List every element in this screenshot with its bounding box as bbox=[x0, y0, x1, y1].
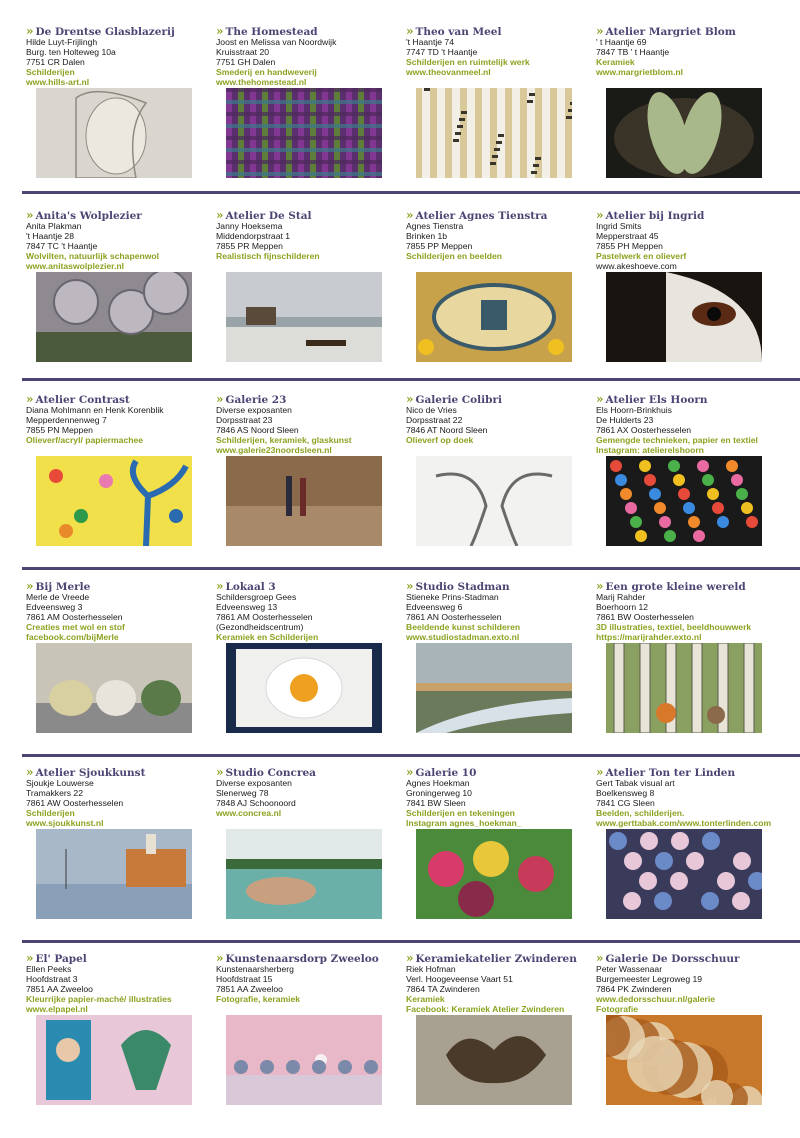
discipline-text: Beelden, schilderijen. bbox=[596, 808, 685, 818]
entry-title bbox=[596, 765, 778, 779]
address-line: 7846 AS Noord Sleen bbox=[216, 425, 299, 435]
atelier-name: Kunstenaarsdorp Zweeloo bbox=[225, 953, 379, 965]
artwork-image bbox=[416, 272, 572, 362]
artwork-image bbox=[606, 88, 762, 178]
address-line: 't Haantje 28 bbox=[26, 231, 74, 241]
address-line: Agnes Hoekman bbox=[406, 779, 470, 788]
row-divider bbox=[22, 567, 800, 570]
chevron-right-icon: » bbox=[26, 579, 31, 593]
address-line: Mepperstraat 45 bbox=[596, 231, 659, 241]
discipline-text: Schilderijen en ruimtelijk werk bbox=[406, 57, 530, 67]
entry-title bbox=[406, 208, 588, 222]
atelier-entry bbox=[26, 392, 208, 578]
address-line: (Gezondheidscentrum) bbox=[216, 622, 304, 632]
artwork-image bbox=[606, 456, 762, 546]
discipline-text: Schilderijen, keramiek, glaskunst bbox=[216, 435, 352, 445]
atelier-name: Galerie 10 bbox=[415, 767, 477, 779]
discipline-text: Keramiek en Schilderijen bbox=[216, 632, 319, 642]
address-line: Stieneke Prins-Stadman bbox=[406, 593, 499, 602]
chevron-right-icon: » bbox=[26, 208, 31, 222]
directory-row bbox=[0, 24, 800, 210]
entry-title bbox=[26, 208, 208, 222]
address-line: 7861 BW Oosterhesselen bbox=[596, 612, 694, 622]
artwork-image bbox=[36, 88, 192, 178]
atelier-entry bbox=[216, 24, 398, 210]
artwork-image bbox=[416, 643, 572, 733]
fried-egg-painting-image bbox=[226, 643, 382, 733]
row-divider bbox=[22, 378, 800, 381]
address-line: Marij Rahder bbox=[596, 593, 646, 602]
artwork-image bbox=[416, 829, 572, 919]
chevron-right-icon: » bbox=[596, 392, 601, 406]
address-line: 7861 AX Oosterhesselen bbox=[596, 425, 692, 435]
chevron-right-icon: » bbox=[216, 579, 221, 593]
artwork-image bbox=[36, 272, 192, 362]
colorful-tree-image bbox=[36, 456, 192, 546]
entry-title bbox=[406, 951, 588, 965]
horse-eye-image bbox=[606, 272, 762, 362]
artwork-image bbox=[226, 456, 382, 546]
address-line: 7855 PP Meppen bbox=[406, 241, 473, 251]
entry-title bbox=[216, 951, 398, 965]
artwork-image bbox=[36, 1015, 192, 1105]
website-link[interactable]: facebook.com/bijMerle bbox=[26, 632, 119, 642]
address-line: 7861 AW Oosterhesselen bbox=[26, 798, 124, 808]
discipline-text: Keramiek bbox=[406, 994, 445, 1004]
chevron-right-icon: » bbox=[596, 951, 601, 965]
address-line: Verl. Hoogeveense Vaart 51 bbox=[406, 974, 513, 984]
artwork-image bbox=[36, 829, 192, 919]
address-line: 7851 AA Zweeloo bbox=[216, 984, 283, 994]
atelier-entry bbox=[406, 765, 588, 951]
entry-title bbox=[406, 765, 588, 779]
chevron-right-icon: » bbox=[26, 24, 31, 38]
two-horses-image bbox=[416, 456, 572, 546]
entry-title bbox=[406, 579, 588, 593]
discipline-text: Schilderijen bbox=[26, 808, 75, 818]
chevron-right-icon: » bbox=[406, 765, 411, 779]
address-line: Schildersgroep Gees bbox=[216, 593, 297, 602]
address-line: Dorpsstraat 22 bbox=[406, 415, 463, 425]
atelier-name: Galerie Colibri bbox=[415, 394, 502, 406]
atelier-entry bbox=[216, 208, 398, 394]
atelier-entry bbox=[26, 24, 208, 210]
website-link[interactable]: www.concrea.nl bbox=[216, 808, 282, 818]
tulips-painting-image bbox=[416, 829, 572, 919]
address-line: Tramakkers 22 bbox=[26, 788, 83, 798]
address-line: Merle de Vreede bbox=[26, 593, 90, 602]
address-line: Burg. ten Holteweg 10a bbox=[26, 47, 116, 57]
address-line: 7861 AN Oosterhesselen bbox=[406, 612, 502, 622]
atelier-entry bbox=[26, 208, 208, 394]
discipline-text: Gemengde technieken, papier en textiel bbox=[596, 435, 758, 445]
atelier-entry bbox=[216, 392, 398, 578]
entry-title bbox=[596, 24, 778, 38]
chevron-right-icon: » bbox=[596, 579, 601, 593]
entry-title bbox=[26, 579, 208, 593]
address-line: Peter Wassenaar bbox=[596, 965, 663, 974]
address-line: 7847 TC 't Haantje bbox=[26, 241, 98, 251]
discipline-text: Fotografie, keramiek bbox=[216, 994, 301, 1004]
atelier-name: Atelier Agnes Tienstra bbox=[415, 210, 548, 222]
website-link[interactable]: www.studiostadman.exto.nl bbox=[406, 632, 520, 642]
atelier-entry bbox=[216, 951, 398, 1137]
entry-title bbox=[216, 24, 398, 38]
discipline-text: Beeldende kunst schilderen bbox=[406, 622, 521, 632]
entry-title bbox=[216, 579, 398, 593]
ceramic-bowl-image bbox=[416, 1015, 572, 1105]
artwork-image bbox=[36, 643, 192, 733]
address-line: Boelkensweg 8 bbox=[596, 788, 655, 798]
atelier-name: Atelier Contrast bbox=[35, 394, 130, 406]
directory-row bbox=[0, 208, 800, 394]
atelier-name: Galerie De Dorsschuur bbox=[605, 953, 740, 965]
chevron-right-icon: » bbox=[26, 951, 31, 965]
address-line: 7864 TA Zwinderen bbox=[406, 984, 480, 994]
harbour-painting-image bbox=[36, 829, 192, 919]
discipline-text: Wolvilten, natuurlijk schapenwol bbox=[26, 251, 160, 261]
address-line: 7847 TB ' t Haantje bbox=[596, 47, 670, 57]
atelier-entry bbox=[596, 951, 778, 1137]
atelier-entry bbox=[26, 765, 208, 951]
flower-bouquet-image bbox=[606, 829, 762, 919]
forest-illustration-image bbox=[606, 643, 762, 733]
directory-row bbox=[0, 765, 800, 951]
atelier-name: Bij Merle bbox=[35, 581, 91, 593]
atelier-name: Atelier Margriet Blom bbox=[605, 26, 736, 38]
address-line: Edveensweg 6 bbox=[406, 602, 463, 612]
website-link[interactable]: www.akeshoeve.com bbox=[596, 261, 677, 271]
discipline-text: Kleurrijke papier-maché/ illustraties bbox=[26, 994, 172, 1004]
row-divider bbox=[22, 754, 800, 757]
atelier-entry bbox=[406, 579, 588, 765]
atelier-name: The Homestead bbox=[225, 26, 318, 38]
website-link[interactable]: Facebook: Keramiek Atelier Zwinderen bbox=[406, 1004, 565, 1014]
entry-title bbox=[216, 208, 398, 222]
lake-boulder-image bbox=[226, 829, 382, 919]
website-link[interactable]: www.anitaswolplezier.nl bbox=[26, 261, 125, 271]
website-link[interactable]: www.sjoukkunst.nl bbox=[26, 818, 104, 828]
address-line: Edveensweg 3 bbox=[26, 602, 83, 612]
address-line: Diverse exposanten bbox=[216, 406, 292, 415]
address-line: 7848 AJ Schoonoord bbox=[216, 798, 296, 808]
address-line: 7751 CR Dalen bbox=[26, 57, 85, 67]
papier-mache-image bbox=[36, 1015, 192, 1105]
address-line: 7751 GH Dalen bbox=[216, 57, 276, 67]
atelier-name: Theo van Meel bbox=[415, 26, 502, 38]
artwork-image bbox=[606, 272, 762, 362]
chevron-right-icon: » bbox=[216, 208, 221, 222]
address-line: Edveensweg 13 bbox=[216, 602, 278, 612]
atelier-name: Studio Stadman bbox=[415, 581, 510, 593]
atelier-entry bbox=[216, 765, 398, 951]
artwork-image bbox=[606, 829, 762, 919]
atelier-name: De Drentse Glasblazerij bbox=[35, 26, 175, 38]
ceramic-pods-image bbox=[606, 88, 762, 178]
address-line: Agnes Tienstra bbox=[406, 222, 464, 231]
address-line: Gert Tabak visual art bbox=[596, 779, 675, 788]
artwork-image bbox=[416, 1015, 572, 1105]
address-line: 7864 PK Zwinderen bbox=[596, 984, 672, 994]
discipline-text: Olieverf op doek bbox=[406, 435, 474, 445]
chevron-right-icon: » bbox=[406, 208, 411, 222]
address-line: Nico de Vries bbox=[406, 406, 457, 415]
chevron-right-icon: » bbox=[26, 392, 31, 406]
website-link[interactable]: www.hills-art.nl bbox=[26, 77, 90, 87]
directory-row bbox=[0, 579, 800, 765]
atelier-name: Atelier Els Hoorn bbox=[605, 394, 708, 406]
address-line: Groningerweg 10 bbox=[406, 788, 472, 798]
chevron-right-icon: » bbox=[406, 951, 411, 965]
address-line: Ellen Peeks bbox=[26, 965, 72, 974]
website-link[interactable]: www.elpapel.nl bbox=[26, 1004, 88, 1014]
address-line: Janny Hoeksema bbox=[216, 222, 283, 231]
entry-title bbox=[216, 765, 398, 779]
atelier-name: Lokaal 3 bbox=[225, 581, 276, 593]
website-link[interactable]: Instagram: atelierelshoorn bbox=[596, 445, 704, 455]
chevron-right-icon: » bbox=[596, 24, 601, 38]
address-line: Middendorpstraat 1 bbox=[216, 231, 291, 241]
chevron-right-icon: » bbox=[596, 208, 601, 222]
entry-title bbox=[26, 24, 208, 38]
atelier-entry bbox=[26, 579, 208, 765]
address-line: Dorpsstraat 23 bbox=[216, 415, 273, 425]
atelier-entry bbox=[406, 951, 588, 1137]
atelier-name: Atelier De Stal bbox=[225, 210, 312, 222]
address-line: 7747 TD 't Haantje bbox=[406, 47, 478, 57]
address-line: 7841 CG Sleen bbox=[596, 798, 655, 808]
address-line: De Hulderts 23 bbox=[596, 415, 654, 425]
artwork-image bbox=[226, 1015, 382, 1105]
discipline-text: Olieverf/acryl/ papiermachee bbox=[26, 435, 144, 445]
directory-row bbox=[0, 951, 800, 1137]
felt-animals-image bbox=[36, 643, 192, 733]
entry-title bbox=[406, 24, 588, 38]
chevron-right-icon: » bbox=[216, 392, 221, 406]
address-line: 7855 PN Meppen bbox=[26, 425, 93, 435]
address-line: Boerhoorn 12 bbox=[596, 602, 649, 612]
chevron-right-icon: » bbox=[596, 765, 601, 779]
address-line: Riek Hofman bbox=[406, 965, 456, 974]
atelier-name: Atelier Sjoukkunst bbox=[35, 767, 146, 779]
address-line: Kunstenaarsherberg bbox=[216, 965, 294, 974]
atelier-entry bbox=[596, 208, 778, 394]
address-line: 7851 AA Zweeloo bbox=[26, 984, 93, 994]
atelier-entry bbox=[596, 392, 778, 578]
artwork-image bbox=[416, 88, 572, 178]
address-line: Hoofdstraat 15 bbox=[216, 974, 273, 984]
river-landscape-image bbox=[416, 643, 572, 733]
rust-texture-image bbox=[606, 1015, 762, 1105]
address-line: ' t Haantje 69 bbox=[596, 38, 647, 47]
entry-title bbox=[406, 392, 588, 406]
discipline-text: Creaties met wol en stof bbox=[26, 622, 125, 632]
website-link[interactable]: www.margrietblom.nl bbox=[596, 67, 684, 77]
address-line: 7855 PH Meppen bbox=[596, 241, 663, 251]
address-line: Sjoukje Louwerse bbox=[26, 779, 94, 788]
discipline-text: Fotografie bbox=[596, 1004, 639, 1014]
address-line: Joost en Melissa van Noordwijk bbox=[216, 38, 337, 47]
address-line: 7846 AT Noord Sleen bbox=[406, 425, 488, 435]
atelier-entry bbox=[596, 765, 778, 951]
website-link[interactable]: www.thehomestead.nl bbox=[216, 77, 307, 87]
discipline-text: Schilderijen bbox=[26, 67, 75, 77]
website-link[interactable]: www.dedorsschuur.nl/galerie bbox=[596, 994, 716, 1004]
discipline-text: Keramiek bbox=[596, 57, 635, 67]
entry-title bbox=[26, 951, 208, 965]
address-line: Diana Mohlmann en Henk Korenblik bbox=[26, 406, 164, 415]
artwork-image bbox=[606, 643, 762, 733]
website-link[interactable]: www.galerie23noordsleen.nl bbox=[216, 445, 332, 455]
atelier-entry bbox=[406, 24, 588, 210]
figures-painting-image bbox=[226, 456, 382, 546]
entry-title bbox=[26, 765, 208, 779]
address-line: Kruisstraat 20 bbox=[216, 47, 270, 57]
address-line: Anita Plakman bbox=[26, 222, 82, 231]
atelier-name: Een grote kleine wereld bbox=[605, 581, 746, 593]
artwork-image bbox=[226, 643, 382, 733]
bead-necklace-image bbox=[606, 456, 762, 546]
website-link[interactable]: www.theovanmeel.nl bbox=[406, 67, 491, 77]
discipline-text: 3D illustraties, textiel, beeldhouwwerk bbox=[596, 622, 752, 632]
entry-title bbox=[596, 951, 778, 965]
portrait-drawing-image bbox=[36, 88, 192, 178]
address-line: 7841 BW Sleen bbox=[406, 798, 466, 808]
discipline-text: Schilderijen en tekeningen bbox=[406, 808, 515, 818]
artwork-image bbox=[36, 456, 192, 546]
entry-title bbox=[596, 392, 778, 406]
atelier-entry bbox=[216, 579, 398, 765]
chevron-right-icon: » bbox=[216, 24, 221, 38]
address-line: 7861 AM Oosterhesselen bbox=[216, 612, 313, 622]
address-line: Mepperdennenweg 7 bbox=[26, 415, 107, 425]
discipline-text: Realistisch fijnschilderen bbox=[216, 251, 320, 261]
artwork-image bbox=[226, 272, 382, 362]
chevron-right-icon: » bbox=[26, 765, 31, 779]
atelier-name: Atelier bij Ingrid bbox=[605, 210, 705, 222]
row-divider bbox=[22, 940, 800, 943]
address-line: Burgemeester Legroweg 19 bbox=[596, 974, 703, 984]
directory-row bbox=[0, 392, 800, 578]
atelier-name: El' Papel bbox=[35, 953, 87, 965]
entry-title bbox=[216, 392, 398, 406]
address-line: Brinken 1b bbox=[406, 231, 448, 241]
artwork-image bbox=[416, 456, 572, 546]
entry-title bbox=[596, 579, 778, 593]
address-line: Els Hoorn-Brinkhuis bbox=[596, 406, 672, 415]
woven-textile-image bbox=[226, 88, 382, 178]
address-line: Ingrid Smits bbox=[596, 222, 642, 231]
winter-landscape-image bbox=[226, 272, 382, 362]
chevron-right-icon: » bbox=[406, 579, 411, 593]
atelier-name: Galerie 23 bbox=[225, 394, 287, 406]
atelier-entry bbox=[596, 24, 778, 210]
felt-flowers-image bbox=[36, 272, 192, 362]
discipline-text: Pastelwerk en olieverf bbox=[596, 251, 687, 261]
board-game-painting-image bbox=[416, 272, 572, 362]
address-line: 7855 PR Meppen bbox=[216, 241, 283, 251]
row-divider bbox=[22, 191, 800, 194]
address-line: 't Haantje 74 bbox=[406, 38, 454, 47]
website-link[interactable]: Instagram agnes_hoekman_ bbox=[406, 818, 522, 828]
discipline-text: Schilderijen en beelden bbox=[406, 251, 502, 261]
discipline-text: Smederij en handweverij bbox=[216, 67, 317, 77]
chevron-right-icon: » bbox=[406, 24, 411, 38]
entry-title bbox=[596, 208, 778, 222]
chevron-right-icon: » bbox=[216, 765, 221, 779]
atelier-name: Keramiekatelier Zwinderen bbox=[415, 953, 577, 965]
address-line: Hoofdstraat 3 bbox=[26, 974, 78, 984]
website-link[interactable]: https://marijrahder.exto.nl bbox=[596, 632, 702, 642]
atelier-entry bbox=[406, 392, 588, 578]
atelier-entry bbox=[596, 579, 778, 765]
birch-trees-image bbox=[416, 88, 572, 178]
address-line: Hilde Luyt-Frijlingh bbox=[26, 38, 98, 47]
entry-title bbox=[26, 392, 208, 406]
address-line: Diverse exposanten bbox=[216, 779, 292, 788]
atelier-name: Studio Concrea bbox=[225, 767, 316, 779]
atelier-entry bbox=[26, 951, 208, 1137]
chevron-right-icon: » bbox=[406, 392, 411, 406]
website-link[interactable]: www.gerttabak.com/www.tonterlinden.com bbox=[596, 818, 772, 828]
address-line: 7861 AM Oosterhesselen bbox=[26, 612, 123, 622]
atelier-name: Anita's Wolplezier bbox=[35, 210, 142, 222]
artwork-image bbox=[606, 1015, 762, 1105]
artwork-image bbox=[226, 88, 382, 178]
chevron-right-icon: » bbox=[216, 951, 221, 965]
address-line: Slenerweg 78 bbox=[216, 788, 269, 798]
atelier-entry bbox=[406, 208, 588, 394]
atelier-name: Atelier Ton ter Linden bbox=[605, 767, 736, 779]
misty-sunrise-image bbox=[226, 1015, 382, 1105]
artwork-image bbox=[226, 829, 382, 919]
